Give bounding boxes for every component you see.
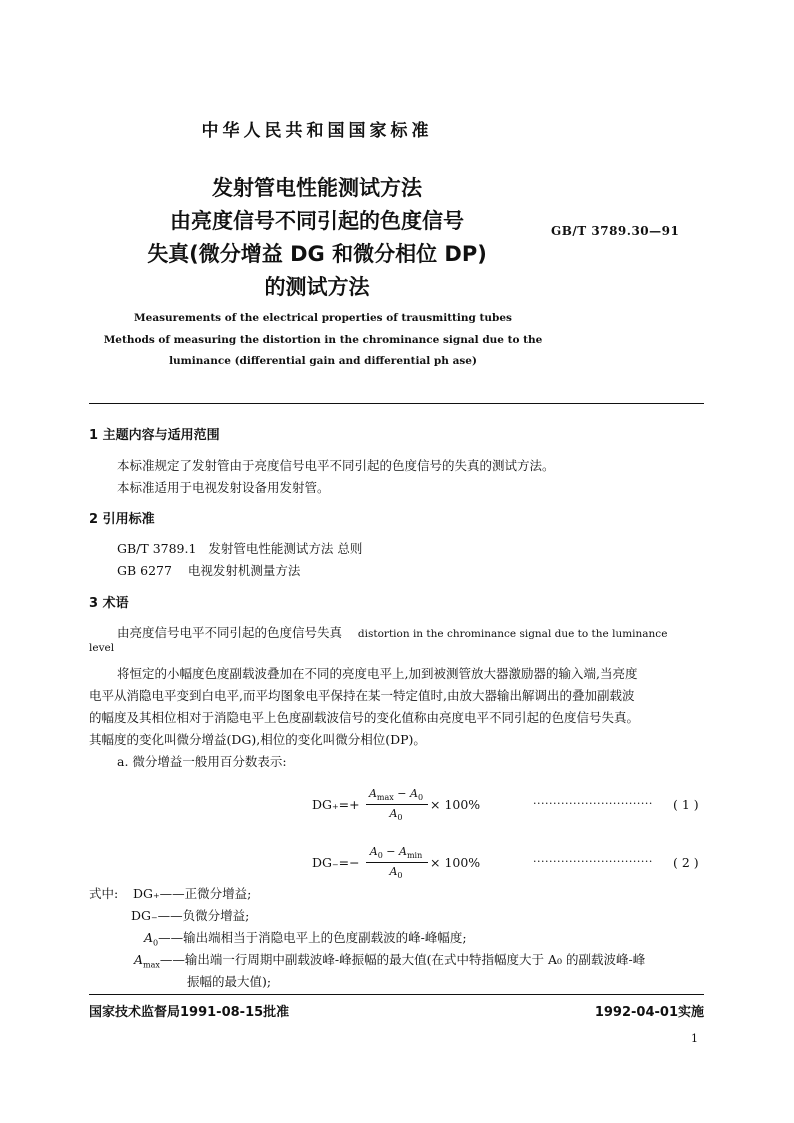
reference-title: 发射管电性能测试方法 总则 xyxy=(208,541,363,556)
section-1-line-1: 本标准规定了发射管由于亮度信号电平不同引起的色度信号的失真的测试方法。 xyxy=(117,458,555,473)
formula-2-number: ( 2 ) xyxy=(673,855,699,870)
legend-item: $A_0——$输出端相当于消隐电平上的色度副载波的峰-峰幅度; xyxy=(144,930,467,948)
definition-line-4: 其幅度的变化叫微分增益(DG),相位的变化叫微分相位(DP)。 xyxy=(89,732,426,747)
formula-2-rhs: × 100% xyxy=(430,855,481,870)
definition-line-3: 的幅度及其相位相对于消隐电平上色度副载波信号的变化值称由亮度电平不同引起的色度信号失真。 xyxy=(89,710,640,725)
definition-line-1: 将恒定的小幅度色度副载波叠加在不同的亮度电平上,加到被测管放大器激励器的输入端,当亮度 xyxy=(117,666,638,681)
standard-code: GB/T 3789.30—91 xyxy=(551,224,680,238)
formula-1-leader-dots: ······························ xyxy=(533,797,653,810)
legend-text: ——输出端一行周期中副载波峰-峰振幅的最大值(在式中特指幅度大于 A₀ 的副载波峰-峰 xyxy=(159,952,646,967)
legend-item xyxy=(133,884,251,902)
legend-text: ——负微分增益; xyxy=(157,908,250,923)
reference-item xyxy=(117,561,300,579)
title-line-1: 发射管电性能测试方法 xyxy=(212,176,422,200)
legend-item xyxy=(131,906,249,924)
definition-line-2: 电平从消隐电平变到白电平,而平均图象电平保持在某一特定值时,由放大器输出解调出的叠加副载波 xyxy=(89,688,635,703)
legend-continuation: 振幅的最大值); xyxy=(187,974,272,989)
section-2-heading: 2 引用标准 xyxy=(89,512,155,527)
legend-symbol: DG₋ xyxy=(131,908,158,923)
national-standard-title: 中华人民共和国国家标准 xyxy=(201,121,433,141)
formula-2-denominator: $A_0$ xyxy=(389,865,403,881)
legend-symbol: A xyxy=(134,952,144,967)
formula-1-lhs: DG₊=+ xyxy=(312,797,360,812)
header-divider xyxy=(89,403,704,404)
formula-1-rhs: × 100% xyxy=(430,797,481,812)
title-en-line-3: luminance (differential gain and differential ph ase) xyxy=(169,355,477,367)
title-line-3: 失真(微分增益 DG 和微分相位 DP) xyxy=(147,242,487,266)
title-en-line-1: Measurements of the electrical properties of trausmitting tubes xyxy=(134,312,512,324)
legend-text: ——输出端相当于消隐电平上的色度副载波的峰-峰幅度; xyxy=(158,930,467,945)
reference-title: 电视发射机测量方法 xyxy=(187,563,301,578)
term-line xyxy=(117,623,667,641)
title-en-line-2: Methods of measuring the distortion in the chrominance signal due to the xyxy=(103,334,543,346)
item-a: a. 微分增益一般用百分数表示: xyxy=(117,754,287,769)
formula-1-numerator: $A_{max} - A_0$ xyxy=(368,787,424,803)
page-number: 1 xyxy=(691,1032,698,1045)
section-1-heading: 1 主题内容与适用范围 xyxy=(89,428,220,443)
title-line-4: 的测试方法 xyxy=(264,275,370,299)
term-english-continuation: level xyxy=(89,642,115,654)
title-line-2: 由亮度信号不同引起的色度信号 xyxy=(170,209,464,233)
formula-2-leader-dots: ······························ xyxy=(533,855,653,868)
term-chinese: 由亮度信号电平不同引起的色度信号失真 xyxy=(117,625,343,640)
reference-item xyxy=(117,539,362,557)
formula-2-numerator: $A_0 - A_{min}$ xyxy=(369,845,423,861)
formula-1-number: ( 1 ) xyxy=(673,797,699,812)
implementation-date: 1992-04-01实施 xyxy=(594,1005,704,1020)
formula-1-denominator: $A_0$ xyxy=(389,807,403,823)
legend-text: ——正微分增益; xyxy=(159,886,252,901)
legend-symbol: A xyxy=(144,930,154,945)
section-3-heading: 3 术语 xyxy=(89,596,129,611)
legend-item: $A_{max}——$输出端一行周期中副载波峰-峰振幅的最大值(在式中特指幅度大于 A₀ 的副载波峰-峰 xyxy=(134,952,646,970)
formula-2-lhs: DG₋=− xyxy=(312,855,360,870)
approval-date: 国家技术监督局1991-08-15批准 xyxy=(89,1005,290,1020)
formula-2-fraction-bar xyxy=(366,862,428,863)
reference-code: GB 6277 xyxy=(117,563,172,578)
formula-1-fraction-bar xyxy=(366,804,428,805)
reference-code: GB/T 3789.1 xyxy=(117,541,197,556)
legend-symbol: DG₊ xyxy=(133,886,160,901)
term-english: distortion in the chrominance signal due to the luminance xyxy=(357,628,668,640)
legend-prefix: 式中: xyxy=(89,886,119,901)
footer-divider xyxy=(89,994,704,995)
section-1-line-2: 本标准适用于电视发射设备用发射管。 xyxy=(117,480,330,495)
